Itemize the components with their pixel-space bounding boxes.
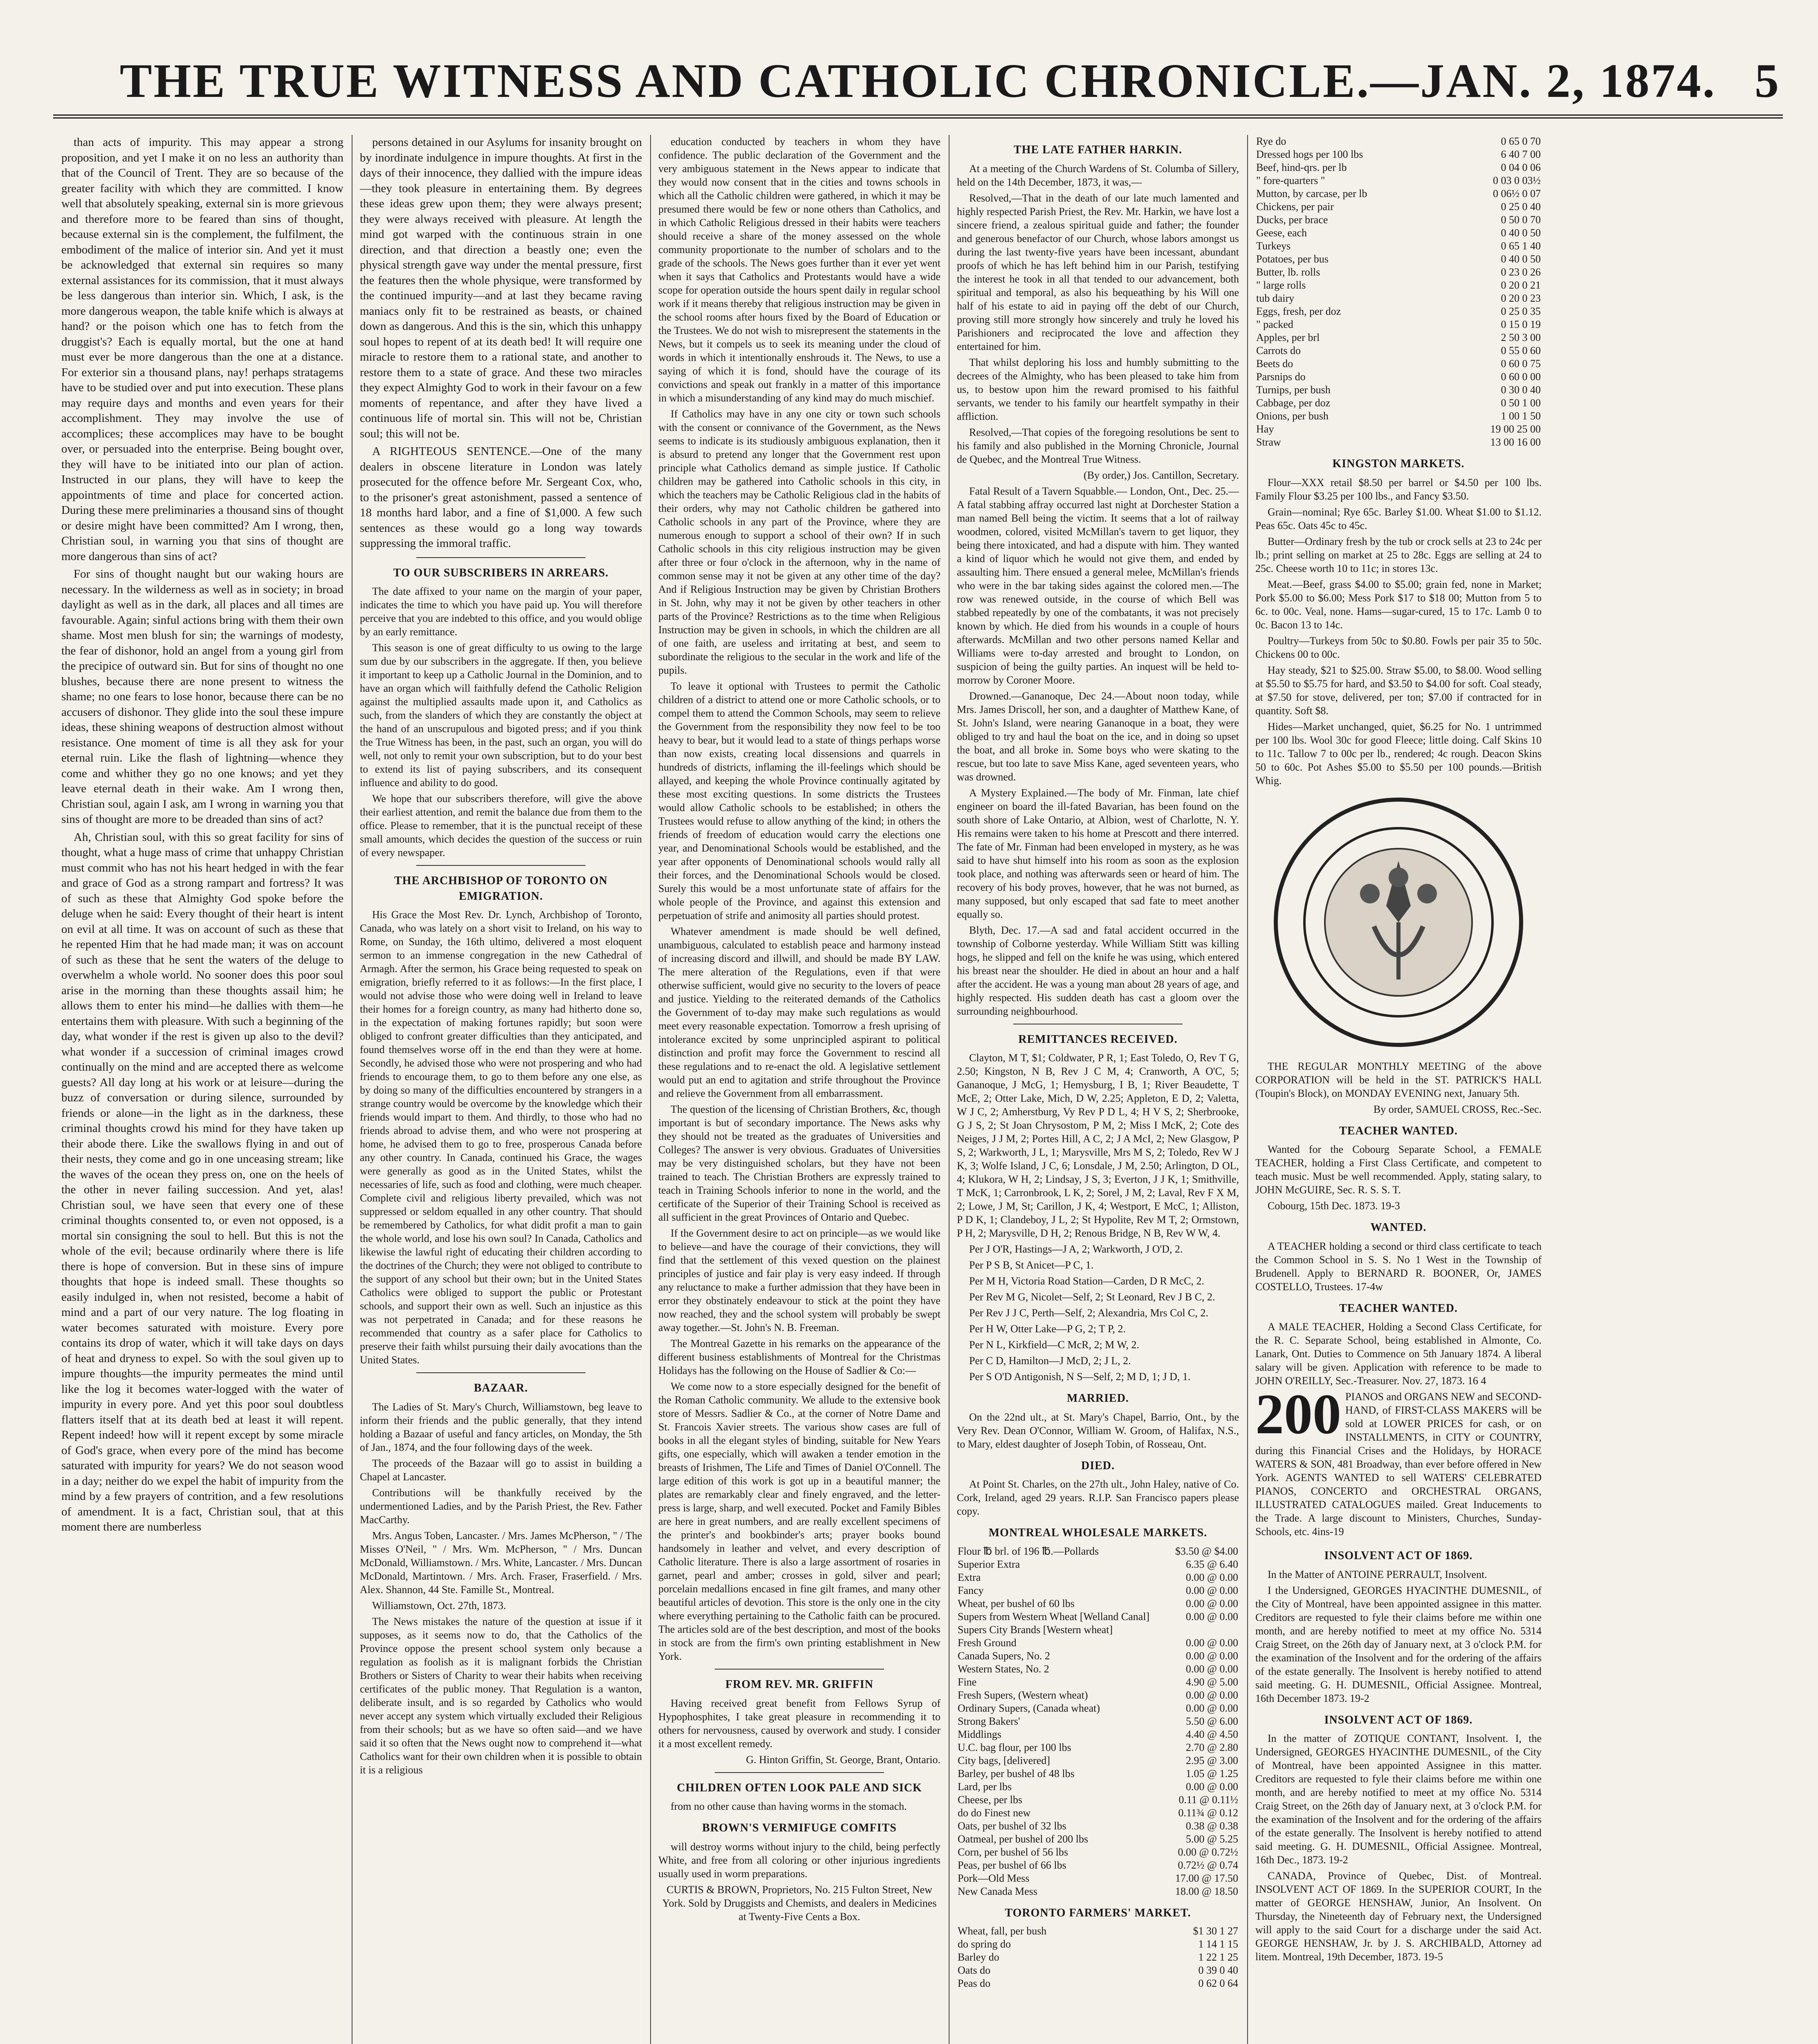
market-price: 0.00 @ 0.00 (1186, 1597, 1238, 1609)
ad-text: A TEACHER holding a second or third class certificate to teach the Common School in S. S. No 1 West in the Township of Brudenell. Apply to BERNARD R. BOONER, Or, JAMES COSTELLO, Trustees. 17-4w (1255, 1240, 1542, 1293)
article-paragraph: The question of the licensing of Christian Brothers, &c, though important is but of secondary importance. The News asks why they should not be treated as the graduates of Universities and Colleges? The answer is very obvious. Graduates of Universities may be very distinguished scholars, but they have not been trained to teach. The Christian Brothers are expressly trained to teach in Training Schools inferior to none in the world, and the certificate of the Superior of their Training School is received as all sufficient in the great Provinces of Ontario and Quebec. (658, 1103, 940, 1223)
market-item: Ducks, per brace (1256, 214, 1328, 226)
market-item: Fresh Ground (958, 1636, 1017, 1649)
divider (416, 1372, 586, 1373)
testimonial: Having received great benefit from Fellows Syrup of Hypophosphites, I take great pleasure in recommending it to others for nervousness, caused by overwork and study. I consider it a most excellent remedy. (658, 1697, 940, 1750)
market-item: Fancy (958, 1584, 984, 1596)
market-price: 4.40 @ 4.50 (1186, 1728, 1238, 1740)
market-row (1255, 161, 1542, 174)
market-row (957, 1820, 1239, 1833)
signature: By order, SAMUEL CROSS, Rec.-Sec. (1373, 1103, 1542, 1115)
masthead (53, 37, 1783, 119)
market-row (957, 1650, 1239, 1663)
article-paragraph: To leave it optional with Trustees to permit the Catholic children of a district to attend one or more Catholic schools, or to compel them to attend the Common Schools, may seem to relieve the Government from the responsibility they now feel to be too heavy to bear, but it would lead to a state of things perhaps worse than now exists, creating local dissensions and quarrels in hundreds of districts, inflaming the ill-feelings which should be allayed, and keeping the whole Province continually agitated by these most exciting questions. In some districts the Trustees would allow Catholic schools to be established; in others the Trustees would refuse to allow anything of the kind; in others the friends of freedom of education would carry the elections one year, and Denominational Schools would be established, and the year after opponents of Denominational schools would rally all their forces, and the Denominational Schools would be closed. Surely this would be a most unfortunate state of affairs for the whole people of the Province, and against this extension and perpetuation of strife and animosity all parties should protest. (658, 680, 940, 921)
section-heading: REMITTANCES RECEIVED. (1018, 1033, 1178, 1046)
article-paragraph: Resolved,—That in the death of our late much lamented and highly respected Parish Priest, the Rev. Mr. Harkin, we have lost a sincere friend, a zealous spiritual guide and father; the founder and generous benefactor of our Church, whose labors amongst us during the last twenty-five years have been incessant, abundant proofs of which he has left behind him in our Parish, testifying the interest he took in all that tended to our advancement, both spiritual and temporal, as also his bequeathing by his Will one half of his estate to aid in paying off the debt of our Church, proving still more strongly how sincerely and truly he loved his Parishioners and reciprocated the love and affection they entertained for him. (957, 192, 1239, 352)
divider (416, 557, 586, 558)
market-price: 1.05 @ 1.25 (1186, 1767, 1238, 1780)
market-price: 0 40 0 50 (1501, 227, 1541, 239)
market-price: 0.11¾ @ 0.12 (1178, 1806, 1238, 1819)
market-price: 0.00 @ 0.00 (1186, 1584, 1238, 1596)
divider (715, 1669, 884, 1670)
dateline: Williamstown, Oct. 27th, 1873. (372, 1599, 506, 1611)
column-5 (1255, 135, 1542, 2044)
market-price: 0.00 @ 0.00 (1186, 1702, 1238, 1714)
kingston-prices-table (1255, 135, 1542, 449)
column-4 (957, 135, 1239, 2044)
market-price: 0 25 0 35 (1501, 305, 1541, 317)
ad-heading: CHILDREN OFTEN LOOK PALE AND SICK (677, 1781, 922, 1794)
legal-text: I the Undersigned, GEORGES HYACINTHE DUMESNIL, of the City of Montreal, have been appointed assignee in this matter. Creditors are requested to fyle their claims before me within one month, and are hereby notified to meet at my office No. 5314 Craig Street, on the 26th day of January next, at 3 o'clock P.M. for the examination of the Insolvent and for the ordering of the affairs of the estate generally. The Insolvent is hereby notified to attend said meeting. G. H. DUMESNIL, Official Assignee. Montreal, 16th December 1873. 19-2 (1255, 1584, 1542, 1704)
market-item: Dressed hogs per 100 lbs (1256, 148, 1363, 160)
market-item: Barley, per bushel of 48 lbs (958, 1767, 1075, 1780)
news-item: Fatal Result of a Tavern Squabble.— London, Ont., Dec. 25.—A fatal stabbing affray occurred last night at Dorchester Station a man named Bell being the victim. It seems that a lot of railway woodmen, colored, visited McMillan's tavern to get liquor, they being there intoxicated, and had a dispute with him. They wanted a kind of liquor which he would not give them, and ended by assaulting him. There ensued a general melee, McMillan's friends who were in the bar taking sides against the colored men.—The row was renewed outside, in the course of which Bell was stabbed repeatedly by one of the combatants, it was not precisely known by which. He died from his wounds in a couple of hours afterwards. McMillan and two other persons named Kellar and Williams were to-day arrested and brought to London, on suspicion of being the guilty parties. An inquest will be held to-morrow by Coroner Moore. (957, 485, 1239, 686)
legal-text: CANADA, Province of Quebec, Dist. of Montreal. INSOLVENT ACT OF 1869. In the SUPERIOR COURT, In the matter of GEORGE HENSHAW, Junior, An Insolvent. On Thursday, the Nineteenth day of February next, the Undersigned will apply to the said Court for a discharge under the said Act. GEORGE HENSHAW, Jr. by J. S. ARCHIBALD, Attorney ad litem. Montreal, 19th December, 1873. 19-5 (1255, 1870, 1542, 1963)
market-row (1255, 423, 1542, 436)
market-price: 0 50 1 00 (1501, 397, 1541, 409)
market-price: 0.00 @ 0.00 (1186, 1780, 1238, 1793)
market-item: U.C. bag flour, per 100 lbs (958, 1741, 1071, 1753)
market-item: Fine (958, 1676, 977, 1688)
ad-heading: WANTED. (1370, 1221, 1427, 1234)
market-price (1168, 1623, 1239, 1636)
ad-heading: BROWN'S VERMIFUGE COMFITS (702, 1822, 897, 1834)
market-row (957, 1663, 1239, 1676)
market-row (1255, 187, 1542, 200)
section-heading: BAZAAR. (474, 1382, 528, 1394)
market-row (1255, 436, 1542, 449)
market-paragraph: Butter—Ordinary fresh by the tub or crock sells at 23 to 24c per lb.; print selling on market at 25 to 28c. Eggs are selling at 24 to 25c. Cheese worth 10 to 11c; in stores 13c. (1255, 535, 1542, 574)
market-price: 19 00 25 00 (1490, 423, 1541, 435)
market-row (957, 1558, 1239, 1571)
market-item: Lard, per lbs (958, 1780, 1012, 1793)
article-paragraph: We come now to a store especially designed for the benefit of the Roman Catholic community. We allude to the extensive book store of Messrs. Sadlier & Co., at the corner of Notre Dame and St. Francois Xavier streets. The various show cases are full of books in all the elegant styles of binding, suitable for New Years gifts, one especially, which will awaken a tender emotion in the breasts of Irishmen, The Life and Times of Daniel O'Connell. The large edition of this work is got up in a beautiful manner; the plates are remarkably clear and finely engraved, and the letter-press is large, sharp, and well executed. Pocket and Family Bibles are here in great numbers, and are really excellent specimens of the printer's and bookbinder's arts; prayer books bound handsomely in leather and velvet, and every description of Catholic literature. There is also a large assortment of rosaries in garnet, pearl and amber; crosses in gold, silver and pearl; porcelain medallions encased in fine gilt frames, and many other beautiful articles of devotion. This store is the only one in the city where everything pertaining to the Catholic faith can be procured. The articles sold are of the best description, and most of the books in stock are from the firm's own printing establishment in New York. (658, 1381, 940, 1662)
section-heading: TO OUR SUBSCRIBERS IN ARREARS. (393, 566, 609, 579)
market-paragraph: Hay steady, $21 to $25.00. Straw $5.00, to $8.00. Wood selling at $5.50 to $5.75 for hard, and $3.50 to $4.00 for soft. Coal steady, at $7.50 for stove, delivered, per ton; $7.00 if contracted for in quantity. Soft $8. (1255, 664, 1542, 717)
market-paragraph: Meat.—Beef, grass $4.00 to $5.00; grain fed, none in Market; Pork $5.00 to $6.00; Mess Pork $17 to $18 00; Mutton from 5 to 6c. to 00c. Veal, none. Hams—sugar-cured, 15 to 17c. Lamb 0 to 0c. Bacon 13 to 14c. (1255, 578, 1542, 631)
market-item: Carrots do (1256, 345, 1301, 356)
article-paragraph: If Catholics may have in any one city or town such schools with the consent or connivance of the Government, as the News seems to indicate is its studiously ambiguous explanation, then it is absurd to pretend any longer that the Government rest upon principle what Catholics demand as simple justice. If Catholic children may be gathered into Catholic schools in this city, in which the teachers may be Catholic Religious clad in the habits of their orders, why may not Catholic children be gathered into Catholic schools in any part of the Province, where they are numerous enough to support a school of their own? If in such Catholic schools in this city religious instruction may be given after three or four o'clock in the afternoon, why in the name of common sense may it not be given at any other time of the day? And if Religious Instruction may be given by Christian Brothers in St. John, why may it not be given by other teachers in other parts of the Province? Restrictions as to the time when Religious Instruction may be given in schools, in which the children are all of one faith, are useless and irritating at best, and seem to subordinate the religious to the secular in the work and life of the pupils. (658, 408, 940, 676)
testimonial-signature: G. Hinton Griffin, St. George, Brant, Ontario. (746, 1753, 940, 1766)
market-item: Butter, lb. rolls (1256, 266, 1320, 278)
market-row (1255, 135, 1542, 148)
market-row (957, 1833, 1239, 1846)
market-item: Turkeys (1256, 240, 1291, 252)
market-item: Ordinary Supers, (Canada wheat) (958, 1702, 1100, 1714)
market-row (1255, 148, 1542, 161)
market-row (1255, 344, 1542, 357)
market-price: 0.00 @ 0.00 (1186, 1663, 1238, 1675)
market-row (957, 1597, 1239, 1610)
ad-text: from no other cause than having worms in the stomach. (671, 1800, 907, 1812)
notice-paragraph: On the 22nd ult., at St. Mary's Chapel, Barrio, Ont., by the Very Rev. Dean O'Connor, William W. Groom, of Halifax, N.S., to Mary, eldest daughter of Joseph Tobin, of Rosseau, Ont. (957, 1411, 1239, 1450)
market-item: Cheese, per lbs (958, 1793, 1023, 1806)
market-row (957, 1741, 1239, 1754)
market-price: 0 65 0 70 (1501, 135, 1541, 147)
notice-paragraph: We hope that our subscribers therefore, will give the above their earliest attention, and remit the balance due from them to the office. Please to remember, that it is the punctual receipt of these small amounts, which decides the question of the success or ruin of every newspaper. (360, 793, 642, 858)
market-item: Peas do (958, 1977, 991, 1989)
remittance-item: Per S O'D Antigonish, N S—Self, 2; M D, 1; J D, 1. (969, 1371, 1191, 1383)
market-row (1255, 174, 1542, 187)
market-item: Supers City Brands [Western wheat] (958, 1623, 1113, 1636)
article-paragraph: Resolved,—That copies of the foregoing resolutions be sent to his family and also published in the Morning Chronicle, Journal de Quebec, and the Montreal True Witness. (957, 426, 1239, 465)
ad-footer: CURTIS & BROWN, Proprietors, No. 215 Fulton Street, New York. Sold by Druggists and Chemists, and dealers in Medicines at Twenty-Five Cents a Box. (662, 1883, 937, 1923)
market-row (957, 1702, 1239, 1715)
article-paragraph: than acts of impurity. This may appear a strong proposition, and yet I make it on no less an authority than that of the Council of Trent. They are so because of the greater facility with which they are committed. I know well that absolutely speaking, external sin is more grievous and therefore more to be feared than sins of thought, because external sin is the complement, the fulfilment, the embodiment of the malice of interior sin. And yet it must be acknowledged that external sin requires so many external assistances for its commission, that it must always be less dangerous than interior sin. Which, I ask, is the more dangerous weapon, the table knife which is always at hand? or the poison which one has to fetch from the druggist's? Each is equally mortal, but the one at hand must ever be more dangerous than the one at a distance. For exterior sin a thousand plans, nay! perhaps stratagems have to be studied over and put into execution. These plans may require days and months and even years for their accomplishment. They may involve the use of accomplices; these accomplices may have to be bought over, or persuaded into the enterprise. Being bought over, they will have to be initiated into our plan of action. Instructed in our plans, they will have to keep the appointments of time and place for concerted action. During these mere preliminaries a thousand sins of thought or desire might have been committed? Am I wrong, then, Christian soul, in warning you that sins of thought are more dangerous than sins of act? (61, 136, 343, 563)
divider (715, 1772, 884, 1773)
page-number: 5 (1755, 54, 1779, 108)
market-item: Parsnips do (1256, 371, 1306, 383)
article-paragraph: The Montreal Gazette in his remarks on the appearance of the different business establishments of Montreal for the Christmas Holidays has the following on the House of Sadlier & Co:— (658, 1338, 940, 1376)
montreal-market-table (957, 1545, 1239, 1898)
market-price: 0 60 0 00 (1501, 371, 1541, 383)
piano-ad (1255, 1383, 1542, 1538)
market-row (1255, 240, 1542, 253)
market-paragraph: Grain—nominal; Rye 65c. Barley $1.00. Wheat $1.00 to $1.12. Peas 65c. Oats 45c to 45c. (1255, 506, 1542, 531)
market-row (957, 1715, 1239, 1728)
ad-heading: TEACHER WANTED. (1339, 1302, 1458, 1315)
market-item: Beets do (1256, 358, 1293, 370)
notice-paragraph: This season is one of great difficulty to us owing to the large sum due by our subscribers in the aggregate. If then, you believe it important to keep up a Catholic Journal in the Dominion, and to have an organ which will faithfully defend the Catholic Religion against the multiplied assaults made upon it, and Catholics as such, from the slanders of which they are constantly the object at the hand of an unscrupulous and bigoted press; and if you think the True Witness has been, in the past, such an organ, you will do well, not only to remit your own subscription, but to do your best to extend its list of paying subscribers, and its consequent influence and ability to do good. (360, 642, 642, 789)
news-item: A Mystery Explained.—The body of Mr. Finman, late chief engineer on board the ill-fated Bavarian, has been found on the south shore of Lake Ontario, at Albion, west of Charlotte, N. Y. His remains were taken to his home at Prescott and there interred. The fate of Mr. Finman had been enveloped in mystery, as he was said to have shut himself into his room as soon as the explosion took place, and nothing was afterwards seen or heard of him. The recovery of his body proves, however, that he was not burned, as many supposed, but only escaped that sad fate to meet another equally so. (957, 787, 1239, 920)
market-row (1255, 318, 1542, 331)
market-price: 0 30 0 40 (1501, 384, 1541, 396)
market-price: 0.00 @ 0.00 (1186, 1689, 1238, 1701)
market-row (957, 1545, 1239, 1558)
market-price: 0 55 0 60 (1501, 345, 1541, 356)
ad-text: A MALE TEACHER, Holding a Second Class Certificate, for the R. C. Separate School, being established in Almonte, Co. Lanark, Ont. Duties to Commence on 5th January 1874. A liberal salary will be given. Application with reference to be made to JOHN O'REILLY, Sec.-Treasurer. Nov. 27, 1873. 16 4 (1255, 1321, 1542, 1387)
article-paragraph: A RIGHTEOUS SENTENCE.—One of the many dealers in obscene literature in London was lately prosecuted for the offence before Mr. Sergeant Cox, who, to the prisoner's great astonishment, passed a sentence of 18 months hard labor, and a fine of $1,000. A few such sentences as these would go a long way towards suppressing the immoral traffic. (360, 445, 642, 550)
market-row (1255, 266, 1542, 279)
market-item: Canada Supers, No. 2 (958, 1650, 1050, 1662)
market-row (1255, 292, 1542, 305)
society-seal (1268, 791, 1529, 1053)
section-heading: MARRIED. (1067, 1392, 1129, 1405)
market-item: tub dairy (1256, 292, 1295, 304)
newspaper-title: THE TRUE WITNESS AND CATHOLIC CHRONICLE.—JAN. 2, 1874. (119, 54, 1717, 108)
article-paragraph: For sins of thought naught but our waking hours are necessary. In the wilderness as well as in society; in broad daylight as well as in the dark, all places and all times are favourable. Again; sinful actions bring with them their own shame. Most men blush for sin; the warnings of modesty, the fear of dishonor, hold an angel from a young girl from the precipice of outward sin. But for sins of thought no one blushes, because there are none present to witness the shame; no one fears to lose honor, because there can be no accusers of dishonor. They glide into the soul these impure ideas, these shining weapons of destruction almost without resistance. One moment of time is all they ask for your eternal ruin. Like the flash of lightning—whence they come and whither they go no one knows; and yet they leave eternal death in their wake. Am I wrong then, Christian soul, again I ask, am I wrong in warning you that sins of thought are more to be dreaded than sins of act? (61, 567, 343, 826)
remittance-item: Per Rev J J C, Perth—Self, 2; Alexandria, Mrs Col C, 2. (969, 1307, 1208, 1319)
notice-paragraph: At Point St. Charles, on the 27th ult., John Haley, native of Co. Cork, Ireland, aged 29 years. R.I.P. San Francisco papers please copy. (957, 1478, 1239, 1517)
market-item: Onions, per bush (1256, 410, 1329, 422)
market-price: 2.70 @ 2.80 (1186, 1741, 1238, 1753)
market-row (957, 1806, 1239, 1820)
market-price: 0.00 @ 0.00 (1186, 1636, 1238, 1649)
ad-text: will destroy worms without injury to the child, being perfectly White, and free from all coloring or other injurious ingredients usually used in worm preparations. (658, 1840, 940, 1880)
divider (416, 865, 586, 866)
market-item: Corn, per bushel of 56 lbs (958, 1846, 1068, 1858)
market-row (957, 1977, 1239, 1990)
market-row (1255, 305, 1542, 318)
market-item: Flour ℔ brl. of 196 ℔.—Pollards (958, 1545, 1099, 1557)
market-item: Peas, per bushel of 66 lbs (958, 1859, 1066, 1871)
article-paragraph: Whatever amendment is made should be well defined, unambiguous, calculated to establish peace and harmony instead of increasing discord and illwill, and should be made BY LAW. The mere alteration of the Regulations, even if that were otherwise sufficient, would give no security to the lovers of peace and justice. Yielding to the reiterated demands of the Catholics the Government of to-day may make such regulations as would meet every reasonable expectation. Tomorrow a fresh uprising of intolerance excited by some unprincipled aspirant to political distinction and profit may force the Government to rescind all these regulations and to re-enact the old. A legislative settlement would put an end to agitation and strife throughout the Province and relieve the Government from all embarrassment. (658, 926, 940, 1099)
market-item: do do Finest new (958, 1806, 1031, 1819)
article-paragraph: The News mistakes the nature of the question at issue if it supposes, as it seems now to do, that the Catholics of the Province oppose the present school system only because a regulation as foolish as it is malignant forbids the Christian Brothers or Sisters of Charity to wear their habits when receiving certificates of the public money. That Regulation is a wanton, deliberate insult, and is so regarded by Catholics who would never accept any system which virtually excluded their Religious from their schools; but as we have so often said—and we have said it so often that the News ought now to comprehend it—what Catholics want for their own children when it is possible to obtain it is a religious (360, 1615, 642, 1776)
article-paragraph: Ah, Christian soul, with this so great facility for sins of thought, what a huge mass of crime that unhappy Christian must commit who has not his heart hedged in with the fear and grace of God as a strong rampart and fortress? It was of such as these that Almighty God spoke before the deluge when he said: Every thought of their heart is intent on evil at all time. It was on account of such as these that he repented Him that he had made man; it was on account of such as these that he sent the waters of the deluge to overwhelm a whole world. No sooner does this poor soul arise in the morning than these thoughts assail him; he allows them to enter his mind—he dallies with them—he entertains them with pleasure. With such a beginning of the day, what wonder if the rest is given up also to the devil? what wonder if a succession of criminal images crowd continually on the mind and are accepted there as welcome guests? All day long at his work or at leisure—during the buzz of conversation or during silence, surrounded by friends or alone—in the light as in the darkness, these criminal thoughts crowd his mind for they have taken up their abode there. Like the swallows flying in and out of their nests, they come and go in one unceasing stream; like the waves of the ocean they press on, one on the heels of the other in never failing succession. And yet, alas! Christian soul, we have seen that every one of these criminal thoughts consented to, or even not opposed, is a mortal sin consigning the soul to hell. But this is not the whole of the evil; because ordinarily where there is life there is hope of conversion. But in these sins of impure thoughts that hope is indeed small. These thoughts so easily indulged in, when not resisted, become a habit of mind and a part of our very nature. The log floating in water becomes saturated with moisture. Every pore contains its drop of water, which it will take days on days of heat and dryness to expel. So with the soul given up to impure thoughts—the impurity permeates the mind until like the log it becomes water-logged with the water of impurity in every pore. And yet this poor soul doubtless flatters itself that at its death bed at least it will repent. Repent indeed! how will it repent except by some miracle of God's grace, when every pore of the mind has become saturated with impurity for years? We do not season wood in a day; neither do we expel the habit of impurity from the mind by a few prayers of contrition, and a few resolutions of amendment. It is a fact, Christian soul, that at this moment there are numberless (61, 830, 343, 1533)
market-price: 0.72½ @ 0.74 (1178, 1859, 1238, 1871)
market-paragraph: Poultry—Turkeys from 50c to $0.80. Fowls per pair 35 to 50c. Chickens 00 to 00c. (1255, 634, 1542, 660)
market-item: Eggs, fresh, per doz (1256, 305, 1341, 317)
market-item: Fresh Supers, (Western wheat) (958, 1689, 1088, 1701)
market-item: Apples, per brl (1256, 332, 1320, 343)
remittance-item: Per M H, Victoria Road Station—Carden, D R McC, 2. (969, 1275, 1204, 1287)
market-item: Western States, No. 2 (958, 1663, 1049, 1675)
market-row (957, 1610, 1239, 1623)
market-item: Turnips, per bush (1256, 384, 1331, 396)
market-price: 0 50 0 70 (1501, 214, 1541, 226)
market-item: Oatmeal, per bushel of 200 lbs (958, 1833, 1089, 1845)
section-heading: THE LATE FATHER HARKIN. (1014, 143, 1182, 156)
article-paragraph: persons detained in our Asylums for insanity brought on by inordinate indulgence in impure thoughts. At first in the days of their innocence, they dallied with the impure ideas—they took pleasure in entertaining them. By degrees these ideas grew upon them; they were always present; they were always received with pleasure. At length the mind got warped with the continuous strain in one direction, and that direction a beastly one; even the physical strength gave way under the mental pressure, first the features then the whole physique, were transformed by the continued impurity—and at last they became raving maniacs only fit to be restrained as beasts, or chained down as dangerous. And this is the sin, which this unhappy soul hopes to repent of at its death bed! It will require one miracle to restore them to a rational state, and another to restore them to a state of grace. And these two miracles they expect Almighty God to work in their favour on a few moments of repentance, and after they have lived a continuous life of mortal sin. This will not be, Christian soul; this will not be. (360, 136, 642, 440)
market-item: " packed (1256, 318, 1293, 330)
market-item: " large rolls (1256, 279, 1306, 291)
market-item: Geese, each (1256, 227, 1307, 239)
market-row (957, 1623, 1239, 1636)
article-paragraph: That whilst deploring his loss and humbly submitting to the decrees of the Almighty, who has been pleased to take him from us, to bestow upon him the reward promised to his faithful servants, we tender to his family our heartfelt sympathy in their affliction. (957, 356, 1239, 422)
market-row (1255, 200, 1542, 213)
market-price: 0 03 0 03½ (1493, 175, 1541, 186)
market-row (1255, 279, 1542, 292)
market-row (957, 1571, 1239, 1584)
market-item: Barley do (958, 1951, 999, 1963)
market-price: 0.00 @ 0.00 (1186, 1610, 1238, 1623)
market-price: 5.00 @ 5.25 (1186, 1833, 1238, 1845)
market-price: 0 20 0 23 (1501, 292, 1541, 304)
market-row (957, 1846, 1239, 1859)
market-price: 6 40 7 00 (1501, 148, 1541, 160)
market-price: 0 25 0 40 (1501, 201, 1541, 213)
market-price: 5.50 @ 6.00 (1186, 1715, 1238, 1727)
market-row (957, 1951, 1239, 1964)
section-heading: DIED. (1081, 1459, 1115, 1472)
remittance-item: Per J O'R, Hastings—J A, 2; Warkworth, J O'D, 2. (969, 1243, 1183, 1255)
market-row (1255, 226, 1542, 240)
market-item: Wheat, fall, per bush (958, 1925, 1047, 1937)
remittance-item: Per P S B, St Anicet—P C, 1. (969, 1259, 1094, 1271)
market-price: 0 15 0 19 (1501, 318, 1541, 330)
article-paragraph: His Grace the Most Rev. Dr. Lynch, Archbishop of Toronto, Canada, who was lately on a short visit to Ireland, on his way to Rome, on Sunday, the 16th ultimo, delivered a most eloquent sermon to an immense congregation in the new Cathedral of Armagh. After the sermon, his Grace being requested to speak on emigration, briefly referred to it as follows:—In the first place, I would not advise those who were doing well in Ireland to leave their homes for a foreign country, as many had hitherto done so, in the expectation of making fortunes rapidly; but soon were obliged to confront greater difficulties than they anticipated, and found themselves worse off in the end than they were at home. Secondly, he advised those who were not prospering and who had friends to encourage them, to go to them before any one else, as by doing so many of the difficulties encountered by strangers in a strange country would be overcome by the knowledge which their friends would impart to them. And thirdly, to those who had no friends abroad to advise them, and who were not prospering at home, he advised them to go to free, prosperous Canada before any other country. In Canada, continued his Grace, the wages were generally as good as in the United States, whilst the necessaries of life, such as food and clothing, were much cheaper. Complete civil and religious liberty prevailed, which was not suppressed or seldom equalled in any other country. That should be remembered by Catholics, for what didit profit a man to gain the whole world, and lose his own soul? In Canada, Catholics and likewise the lawful right of educating their children according to the doctrines of the Church; they were not obliged to contribute to the support of any school but their own; but in the United States Catholics were obliged to support the public or Protestant schools, and support their own as well. Such an injustice as this was not perpetrated in Canada; and for these reasons he recommended that country as a safer place for Catholics to preserve their faith whilst pursuing their daily avocations than the United States. (360, 909, 642, 1366)
market-price: 0.00 @ 0.00 (1186, 1650, 1238, 1662)
market-price: 1 00 1 50 (1501, 410, 1541, 422)
article-paragraph: education conducted by teachers in whom they have confidence. The public declaration of the Government and the very ambiguous statement in the News appear to indicate that they would now consent that in the cities and towns schools in which all the Catholic children were gathered, in which it may be presumed there would be few or none others than Catholics, and in which Catholic Religious dressed in their habits were teachers should receive a share of the money assessed on the whole community proportionate to the number of scholars and to the grade of the schools. The News goes further than it ever yet went when it says that Catholics and Protestants would have a wide scope for operation outside the hours spent daily in regular school work if it means thereby that religious instruction may be given in the school rooms after hours fixed by the Board of Education or the Trustees. We do not wish to misrepresent the statements in the News, but it compels us to seek its meaning under the cloud of words in which it intentionally enshrouds it. The News, to use a saying of which it is fond, should have the courage of its convictions and speak out frankly in a matter of this importance in which a misunderstanding of any kind may do much mischief. (658, 136, 940, 404)
market-item: Straw (1256, 436, 1281, 448)
market-price: 0.00 @ 0.72½ (1178, 1846, 1238, 1858)
section-heading: TORONTO FARMERS' MARKET. (1005, 1906, 1191, 1919)
market-item: " fore-quarters " (1256, 175, 1325, 186)
market-row (1255, 370, 1542, 383)
market-item: Oats do (958, 1964, 991, 1976)
market-price: 0 62 0 64 (1198, 1977, 1238, 1989)
market-item: City bags, [delivered] (958, 1754, 1050, 1766)
market-price: 0.38 @ 0.38 (1186, 1820, 1238, 1832)
market-item: do spring do (958, 1938, 1011, 1950)
column-2 (360, 135, 642, 2044)
news-item: Blyth, Dec. 17.—A sad and fatal accident occurred in the township of Colborne yesterday. While William Stitt was killing hogs, he slipped and fell on the knife he was using, which entered his breast near the shoulder. He died in about an hour and a half after the accident. He was a young man about 28 years of age, and highly respected. His sudden death has cast a gloom over the surrounding neighbourhood. (957, 924, 1239, 1017)
column-3 (658, 135, 940, 2044)
legal-text: In the Matter of ANTOINE PERRAULT, Insolvent. (1268, 1568, 1487, 1580)
market-price: 0 23 0 26 (1501, 266, 1541, 278)
legal-text: In the matter of ZOTIQUE CONTANT, Insolvent. I, the Undersigned, GEORGES HYACINTHE DUMESNIL, of the City of Montreal, have been appointed Assignee in this matter. Creditors are requested to fyle their claims before me within one month, and are hereby notified to meet at my office No. 5314 Craig Street, on the 26th day of January next, at 3 o'clock P.M. for the examination of the Insolvent and for the ordering of the affairs of the estate generally. The Insolvent is hereby notified to attend said meeting. G. H. DUMESNIL, Official Assignee. Montreal, 16th Dec., 1873. 19-2 (1255, 1732, 1542, 1866)
notice-paragraph: The proceeds of the Bazaar will go to assist in building a Chapel at Lancaster. (360, 1457, 642, 1483)
column-rule (1247, 135, 1248, 2044)
column-1 (61, 135, 343, 2044)
market-price: 2.95 @ 3.00 (1186, 1754, 1238, 1766)
remittance-item: Per H W, Otter Lake—P G, 2; T P, 2. (969, 1323, 1126, 1335)
market-row (957, 1767, 1239, 1780)
market-row (1255, 397, 1542, 410)
section-heading: THE ARCHBISHOP OF TORONTO ON EMIGRATION. (394, 874, 608, 903)
legal-heading: INSOLVENT ACT OF 1869. (1324, 1549, 1473, 1562)
market-row (957, 1925, 1239, 1938)
meeting-notice: THE REGULAR MONTHLY MEETING of the above CORPORATION will be held in the ST. PATRICK'S HALL (Toupin's Block), on MONDAY EVENING next, January 5th. (1255, 1060, 1542, 1099)
market-row (957, 1584, 1239, 1597)
notice-paragraph: The date affixed to your name on the margin of your paper, indicates the time to which you have paid up. You will therefore perceive that you are indebted to this office, and you would oblige by an early remittance. (360, 585, 642, 638)
market-price: 18.00 @ 18.50 (1175, 1885, 1238, 1897)
market-item: Pork—Old Mess (958, 1872, 1030, 1884)
market-price: 0 65 1 40 (1501, 240, 1541, 252)
market-row (957, 1728, 1239, 1741)
seal-emblem-icon (1268, 791, 1529, 1053)
market-row (1255, 213, 1542, 226)
market-row (1255, 331, 1542, 344)
remittance-item: Per Rev M G, Nicolet—Self, 2; St Leonard, Rev J B C, 2. (969, 1291, 1215, 1303)
market-item: Oats, per bushel of 32 lbs (958, 1820, 1066, 1832)
market-item: New Canada Mess (958, 1885, 1037, 1897)
market-price: 0 20 0 21 (1501, 279, 1541, 291)
legal-heading: INSOLVENT ACT OF 1869. (1324, 1713, 1473, 1726)
piano-ad-number: 200 (1255, 1383, 1341, 1446)
market-item: Wheat, per bushel of 60 lbs (958, 1597, 1075, 1609)
market-price: 13 00 16 00 (1490, 436, 1541, 448)
toronto-market-table (957, 1925, 1239, 1990)
market-price: 0.00 @ 0.00 (1186, 1571, 1238, 1583)
column-rule (650, 135, 651, 2044)
ad-heading: TEACHER WANTED. (1339, 1124, 1458, 1137)
market-row (957, 1689, 1239, 1702)
piano-ad-text: PIANOS and ORGANS NEW and SECOND-HAND, of FIRST-CLASS MAKERS will be sold at LOWER PRICES for cash, or on INSTALLMENTS, in CITY or COUNTRY, during this Financial Crises and the Holidays, by HORACE WATERS & SON, 481 Broadway, than ever before offered in New York. AGENTS WANTED to sell WATERS' CELEBRATED PIANOS, CONCERTO and ORCHESTRAL ORGANS, ILLUSTRATED CATALOGUES mailed. Great Inducements to the Trade. A large discount to Ministers, Churches, Sunday-Schools, etc. 4ins-19 (1255, 1391, 1542, 1537)
market-row (1255, 253, 1542, 266)
market-item: Mutton, by carcase, per lb (1256, 188, 1367, 199)
ladies-list: Mrs. Angus Toben, Lancaster. / Mrs. James McPherson, " / The Misses O'Neil, " / Mrs. Wm. McPherson, " / Mrs. Duncan McDonald, Williamstown. / Mrs. White, Lancaster. / Mrs. Duncan McDonald, Martintown. / Mrs. Arch. Fraser, Fraserfield. / Mrs. Alex. Shannon, 44 Ste. Famille St., Montreal. (360, 1529, 642, 1596)
market-item: Cabbage, per doz (1256, 397, 1331, 409)
section-heading: FROM REV. MR. GRIFFIN (725, 1678, 873, 1691)
market-price: 2 50 3 00 (1501, 332, 1541, 343)
market-row (957, 1872, 1239, 1885)
market-row (957, 1938, 1239, 1951)
market-row (957, 1964, 1239, 1977)
market-row (1255, 383, 1542, 397)
market-price: $1 30 1 27 (1193, 1925, 1238, 1937)
market-price: 0 04 0 06 (1501, 161, 1541, 173)
market-price: 0 40 0 50 (1501, 253, 1541, 265)
market-price: 0 60 0 75 (1501, 358, 1541, 370)
remittance-item: Per C D, Hamilton—J McD, 2; J L, 2. (969, 1355, 1131, 1367)
market-item: Chickens, per pair (1256, 201, 1334, 213)
market-item: Rye do (1256, 135, 1286, 147)
market-price: $3.50 @ $4.00 (1175, 1545, 1238, 1557)
market-price: 1 22 1 25 (1198, 1951, 1238, 1963)
notice-paragraph: The Ladies of St. Mary's Church, Williamstown, beg leave to inform their friends and the public generally, that they intend holding a Bazaar of useful and fancy articles, on Monday, the 5th of Jan., 1874, and the four following days of the week. (360, 1401, 642, 1453)
market-paragraph: Flour—XXX retail $8.50 per barrel or $4.50 per 100 lbs. Family Flour $3.25 per 100 lbs., and Fancy $3.50. (1255, 476, 1542, 502)
remittance-list: Clayton, M T, $1; Coldwater, P R, 1; East Toledo, O, Rev T G, 2.50; Kingston, N B, Rev J C M, 4; Cranworth, A O'C, 5; Gananoque, J McG, 1; Hemysburg, I B, 1; River Beaudette, T McE, 2; Otter Lake, Mich, D W, 2.25; Appleton, E D, 2; Valetta, W J C, 2; Amherstburg, Vy Rev P D L, 4; H V S, 2; Sherbrooke, G J S, 2; St Joan Chrysostom, P M, 2; Miss I McK, 2; Cote des Neiges, J J M, 2; Portes Hill, A C, 2; J A McI, 2; New Glasgow, P S, 2; Warkworth, J L, 1; Marysville, Mrs M S, 2; Toledo, Rev W J K, 3; Wolfe Island, J C, 6; Lonsdale, J M, 2.50; Arlington, D OL, 4; Klukora, W H, 2; Lindsay, J S, 3; Everton, J J K, 1; Smithville, T McK, 1; Carronbrook, L K, 2; Sorel, J M, 2; Laval, Rev F X M, 2; Lowe, J M, St; Carillon, J K, 4; Westport, E McC, 1; Alliston, P D K, 1; Clandeboy, J L, 2; St Hypolite, Rev M T, 2; Ormstown, P H, 2; Marysville, D H, 2; Renous Bridge, N B, Rev W W, 4. (957, 1052, 1239, 1239)
market-row (1255, 410, 1542, 423)
market-item: Hay (1256, 423, 1274, 435)
news-item: Drowned.—Gananoque, Dec 24.—About noon today, while Mrs. James Driscoll, her son, and a daughter of Matthew Kane, of St. John's Island, were nearing Gananoque in a boat, they were obliged to try and haul the boat on the ice, and in doing so upset the boat, and all broke in. Some boys who were skating to the rescue, but too late to save Miss Kane, aged seventeen years, who was drowned. (957, 690, 1239, 783)
market-row (957, 1636, 1239, 1650)
market-item: Strong Bakers' (958, 1715, 1020, 1727)
market-row (957, 1793, 1239, 1806)
remittance-item: Per N L, Kirkfield—C McR, 2; M W, 2. (969, 1339, 1139, 1351)
market-price: 17.00 @ 17.50 (1175, 1872, 1238, 1884)
article-paragraph: If the Government desire to act on principle—as we would like to believe—and have the courage of their convictions, they will find that the settlement of this vexed question on the plainest principles of justice and fair play is very easy indeed. If through any reluctance to make a further admission that they have been in error they obstinately endeavour to stick at the point they have now reached, they and the school system will probably be swept away together.—St. John's N. B. Freeman. (658, 1227, 940, 1334)
article-paragraph: At a meeting of the Church Wardens of St. Columba of Sillery, held on the 14th December, 1873, it was,— (957, 162, 1239, 188)
market-item: Supers from Western Wheat [Welland Canal] (958, 1610, 1150, 1623)
market-row (957, 1859, 1239, 1872)
market-row (957, 1676, 1239, 1689)
market-row (957, 1754, 1239, 1767)
section-heading: KINGSTON MARKETS. (1332, 457, 1465, 470)
market-item: Extra (958, 1571, 981, 1583)
market-row (1255, 357, 1542, 370)
market-price: 1 14 1 15 (1198, 1938, 1238, 1950)
market-item: Potatoes, per bus (1256, 253, 1329, 265)
signature: (By order,) Jos. Cantillon, Secretary. (1084, 469, 1239, 481)
market-price: 4.90 @ 5.00 (1186, 1676, 1238, 1688)
ad-text: Wanted for the Cobourg Separate School, a FEMALE TEACHER, holding a First Class Certificate, and competent to teach music. Must be well recommended. Apply, stating salary, to JOHN McGUIRE, Sec. R. S. S. T. (1255, 1143, 1542, 1196)
market-price: 6.35 @ 6.40 (1186, 1558, 1238, 1570)
ad-dateline: Cobourg, 15th Dec. 1873. 19-3 (1268, 1200, 1400, 1212)
market-item: Beef, hind-qrs. per lb (1256, 161, 1347, 173)
market-price: 0 06½ 0 07 (1493, 188, 1541, 199)
market-item: Middlings (958, 1728, 1001, 1740)
market-paragraph: Hides—Market unchanged, quiet, $6.25 for No. 1 untrimmed per 100 lbs. Wool 30c for good Fleece; little doing. Calf Skins 10 to 11c. Tallow 7 to 00c per lb., rendered; 4c rough. Deacon Skins 50 to 60c. Pot Ashes $5.00 to $5.50 per 100 pounds.—British Whig. (1255, 720, 1542, 787)
notice-paragraph: Contributions will be thankfully received by the undermentioned Ladies, and by the Parish Priest, the Rev. Father MacCarthy. (360, 1486, 642, 1526)
market-item: Superior Extra (958, 1558, 1020, 1570)
market-price: 0 39 0 40 (1198, 1964, 1238, 1976)
market-row (957, 1780, 1239, 1793)
market-price: 0.11 @ 0.11½ (1178, 1793, 1238, 1806)
market-row (957, 1885, 1239, 1898)
section-heading: MONTREAL WHOLESALE MARKETS. (988, 1526, 1208, 1539)
